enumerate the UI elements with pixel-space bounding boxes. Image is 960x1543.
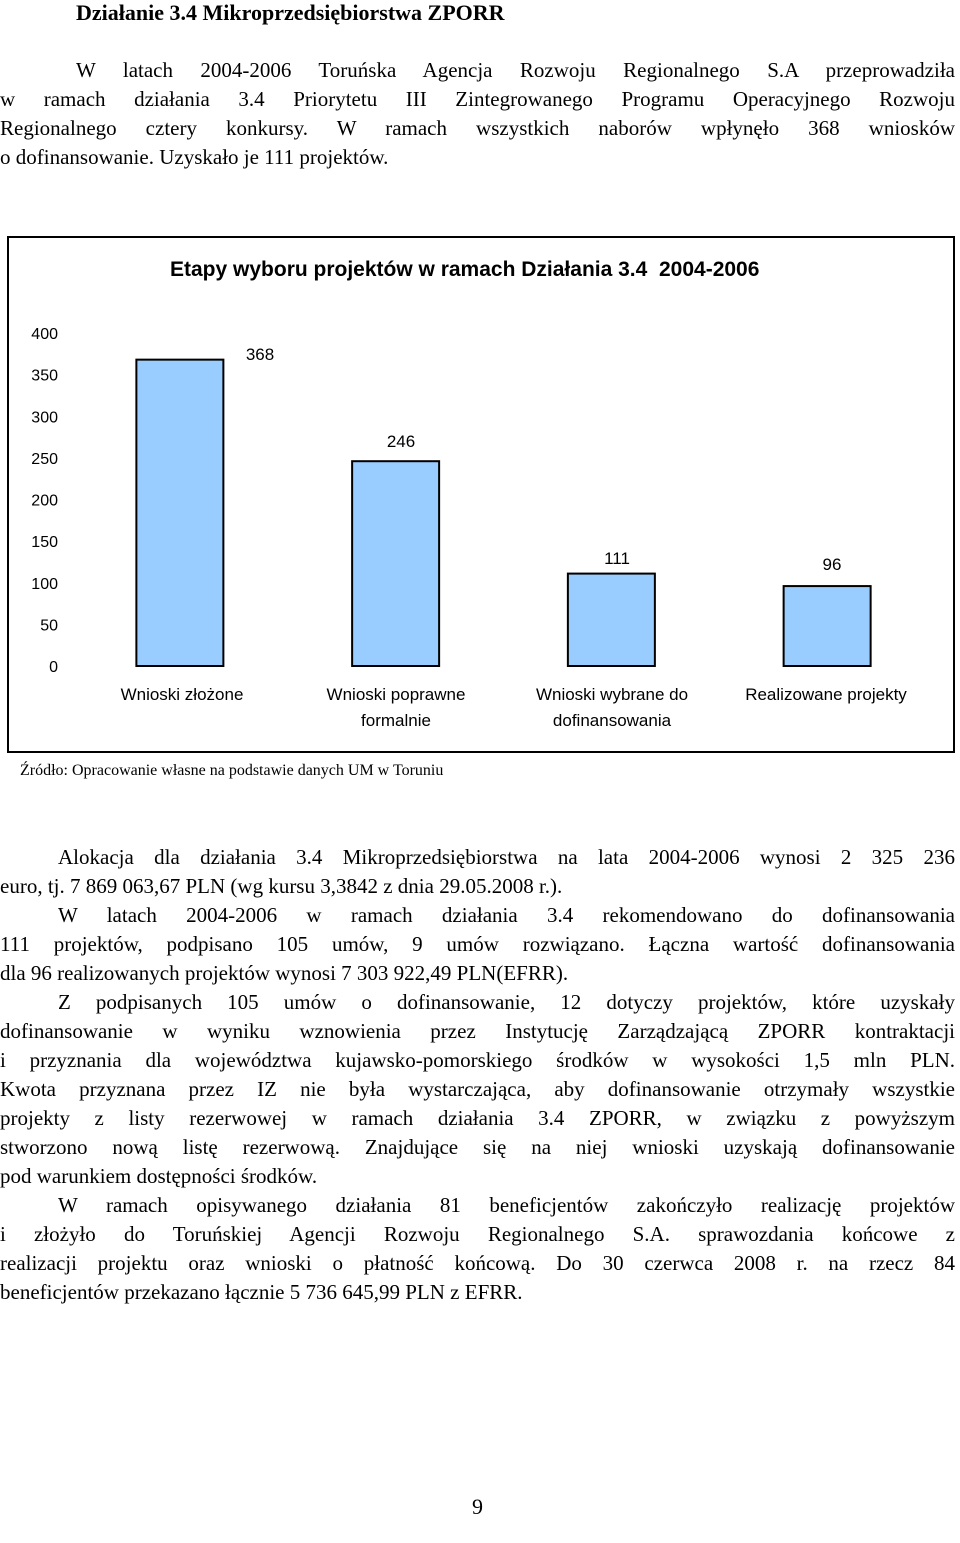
y-tick-label: 150 (31, 534, 58, 552)
body-line: Alokacja dla działania 3.4 Mikroprzedsiębiorstwa na lata 2004-2006 wynosi 2 325 236 (58, 845, 955, 869)
bar-chart (0, 0, 960, 760)
bar (352, 461, 439, 666)
x-category-label: Wnioski wybrane do (535, 685, 689, 704)
x-category-label: formalnie (361, 711, 431, 730)
body-line: i złożyło do Toruńskiej Agencji Rozwoju Regionalnego S.A. sprawozdania końcowe z (0, 1222, 955, 1246)
body-line: beneficjentów przekazano łącznie 5 736 645,99 PLN z EFRR. (0, 1280, 523, 1304)
body-line: W latach 2004-2006 w ramach działania 3.4 rekomendowano do dofinansowania (58, 903, 955, 927)
intro-line: w ramach działania 3.4 Priorytetu III Zintegrowanego Programu Operacyjnego Rozwoju (0, 87, 955, 111)
bar (568, 574, 655, 666)
body-line: i przyznania dla województwa kujawsko-pomorskiego środków w wysokości 1,5 mln PLN. (0, 1048, 955, 1072)
bar (784, 586, 871, 666)
page-number: 9 (472, 1494, 483, 1519)
intro-line: W latach 2004-2006 Toruńska Agencja Rozwoju Regionalnego S.A przeprowadziła (76, 58, 955, 82)
y-tick-label: 100 (31, 575, 58, 593)
body-line: dla 96 realizowanych projektów wynosi 7 303 922,49 PLN(EFRR). (0, 961, 569, 985)
x-category-label: Realizowane projekty (745, 685, 907, 704)
body-line: projekty z listy rezerwowej w ramach działania 3.4 ZPORR, w związku z powyższym (0, 1106, 955, 1130)
intro-line: Regionalnego cztery konkursy. W ramach wszystkich naborów wpłynęło 368 wniosków (0, 116, 955, 140)
body-paragraphs (0, 843, 955, 1307)
body-line: pod warunkiem dostępności środków. (0, 1164, 318, 1188)
bar (136, 360, 223, 666)
body-line: realizacji projektu oraz wnioski o płatność końcową. Do 30 czerwca 2008 r. na rzecz 84 (0, 1251, 955, 1275)
x-category-label: Wnioski poprawne (326, 685, 466, 704)
y-tick-label: 200 (31, 492, 58, 510)
body-line: euro, tj. 7 869 063,67 PLN (wg kursu 3,3842 z dnia 29.05.2008 r.). (0, 874, 563, 898)
y-tick-label: 400 (31, 326, 58, 343)
x-category-label: Wnioski złożone (120, 685, 244, 704)
x-category-label: dofinansowania (552, 711, 672, 730)
section-heading: Działanie 3.4 Mikroprzedsiębiorstwa ZPORR (76, 0, 505, 25)
data-label: 111 (604, 549, 630, 568)
y-tick-label: 350 (31, 367, 58, 385)
y-tick-label: 0 (49, 659, 58, 676)
data-label: 368 (245, 345, 275, 364)
body-line: 111 projektów, podpisano 105 umów, 9 umów rozwiązano. Łączna wartość dofinansowania (0, 932, 955, 956)
body-line: W ramach opisywanego działania 81 beneficjentów zakończyło realizację projektów (58, 1193, 955, 1217)
body-line: Kwota przyznana przez IZ nie była wystarczająca, aby dofinansowanie otrzymały wszystkie (0, 1077, 955, 1101)
data-label: 246 (386, 432, 416, 451)
body-line: Z podpisanych 105 umów o dofinansowanie, 12 dotyczy projektów, które uzyskały (58, 990, 955, 1014)
chart-source-note: Źródło: Opracowanie własne na podstawie danych UM w Toruniu (20, 762, 444, 779)
chart-title: Etapy wyboru projektów w ramach Działania 3.4 2004-2006 (170, 258, 760, 281)
body-line: stworzono nową listę rezerwową. Znajdujące się na niej wnioski uzyskają dofinansowanie (0, 1135, 955, 1159)
data-label: 96 (822, 555, 842, 574)
body-line: dofinansowanie w wyniku wznowienia przez Instytucję Zarządzającą ZPORR kontraktacji (0, 1019, 955, 1043)
y-tick-label: 50 (40, 617, 58, 635)
intro-line: o dofinansowanie. Uzyskało je 111 projektów. (0, 145, 389, 169)
y-tick-label: 250 (31, 450, 58, 468)
y-tick-label: 300 (31, 409, 58, 427)
